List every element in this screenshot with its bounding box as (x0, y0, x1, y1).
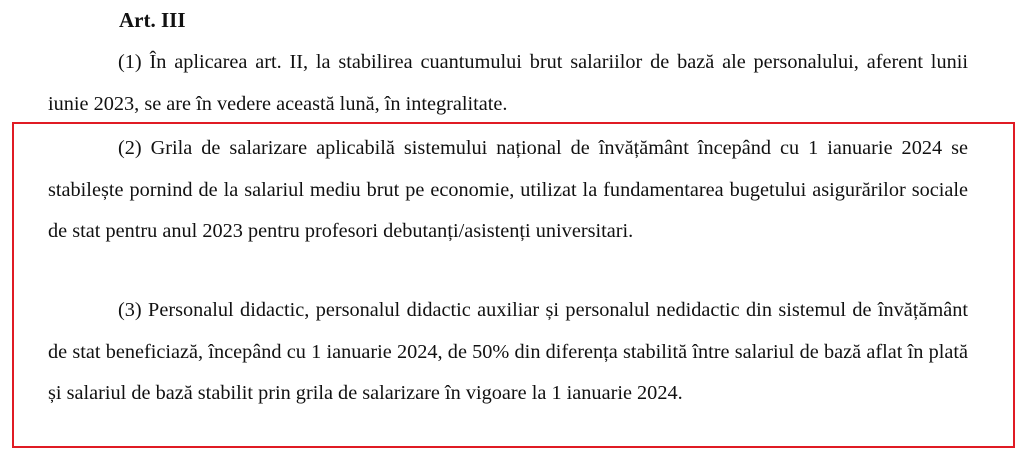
paragraph-1: (1) În aplicarea art. II, la stabilirea cuantumului brut salariilor de bază ale personalului, aferent lunii iunie 2023, se are în vedere această lună, în integralitate. (48, 51, 968, 115)
article-heading: Art. III (119, 8, 186, 32)
paragraph-3: (3) Personalul didactic, personalul didactic auxiliar și personalul nedidactic din sistemul de învățământ de stat beneficiază, începând cu 1 ianuarie 2024, de 50% din diferența stabilită între salariul de bază aflat în plată și salariul de bază stabilit prin grila de salarizare în vigoare la 1 ianuarie 2024. (48, 299, 968, 404)
paragraph-2: (2) Grila de salarizare aplicabilă sistemului național de învățământ începând cu 1 ianuarie 2024 se stabilește pornind de la salariul mediu brut pe economie, utilizat la fundamentarea bugetului asigurărilor sociale de stat pentru anul 2023 pentru profesori debutanți/asistenți universitari. (48, 137, 968, 242)
